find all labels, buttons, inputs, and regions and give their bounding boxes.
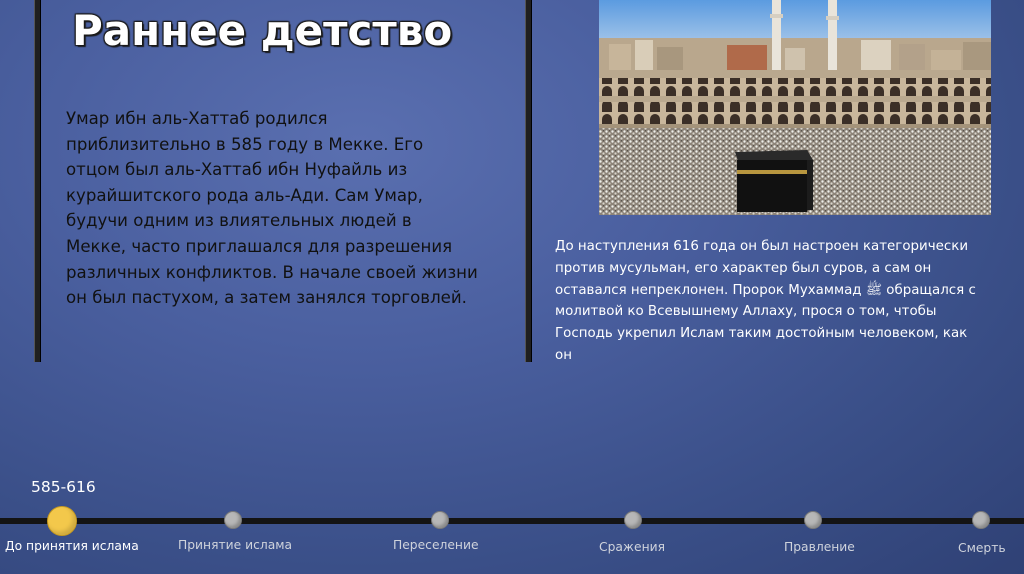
timeline-label-before-islam[interactable]: До принятия ислама — [5, 539, 139, 553]
timeline-label-death[interactable]: Смерть — [958, 541, 1006, 555]
left-vertical-bar — [34, 0, 41, 362]
timeline-node-rule[interactable] — [804, 511, 822, 529]
timeline-label-rule[interactable]: Правление — [784, 540, 855, 554]
timeline-label-accepting-islam[interactable]: Принятие ислама — [178, 538, 293, 552]
timeline-node-death[interactable] — [972, 511, 990, 529]
timeline-node-migration[interactable] — [431, 511, 449, 529]
side-paragraph: До наступления 616 года он был настроен категорически против мусульман, его характер был суров, а сам он оставался непреклонен. Пророк Мухаммад ﷺ обращался с молитвой ко Всевышнему Аллаху, прося о том, чтобы Господь укрепил Ислам таким достойным человеком, как он — [555, 239, 976, 363]
city-buildings — [599, 38, 991, 70]
timeline-label-migration[interactable]: Переселение — [393, 538, 479, 552]
slide-title: Раннее детство — [72, 6, 453, 55]
period-label: 585-616 — [31, 478, 96, 496]
timeline-line — [0, 518, 1024, 524]
timeline-label-battles[interactable]: Сражения — [599, 540, 665, 554]
timeline-node-before-islam[interactable] — [47, 506, 77, 536]
timeline-node-accepting-islam[interactable] — [224, 511, 242, 529]
right-vertical-bar — [525, 0, 532, 362]
timeline-node-battles[interactable] — [624, 511, 642, 529]
mecca-photo — [599, 0, 991, 215]
kaaba — [735, 150, 813, 212]
main-paragraph: Умар ибн аль-Хаттаб родился приблизительно в 585 году в Мекке. Его отцом был аль-Хаттаб ибн Нуфайль из курайшитского рода аль-Ади. Сам Умар, будучи одним из влиятельных людей в Мекке, часто приглашался для разрешения различных конфликтов. В начале своей жизни он был пастухом, а затем занялся торговлей. — [66, 109, 478, 308]
